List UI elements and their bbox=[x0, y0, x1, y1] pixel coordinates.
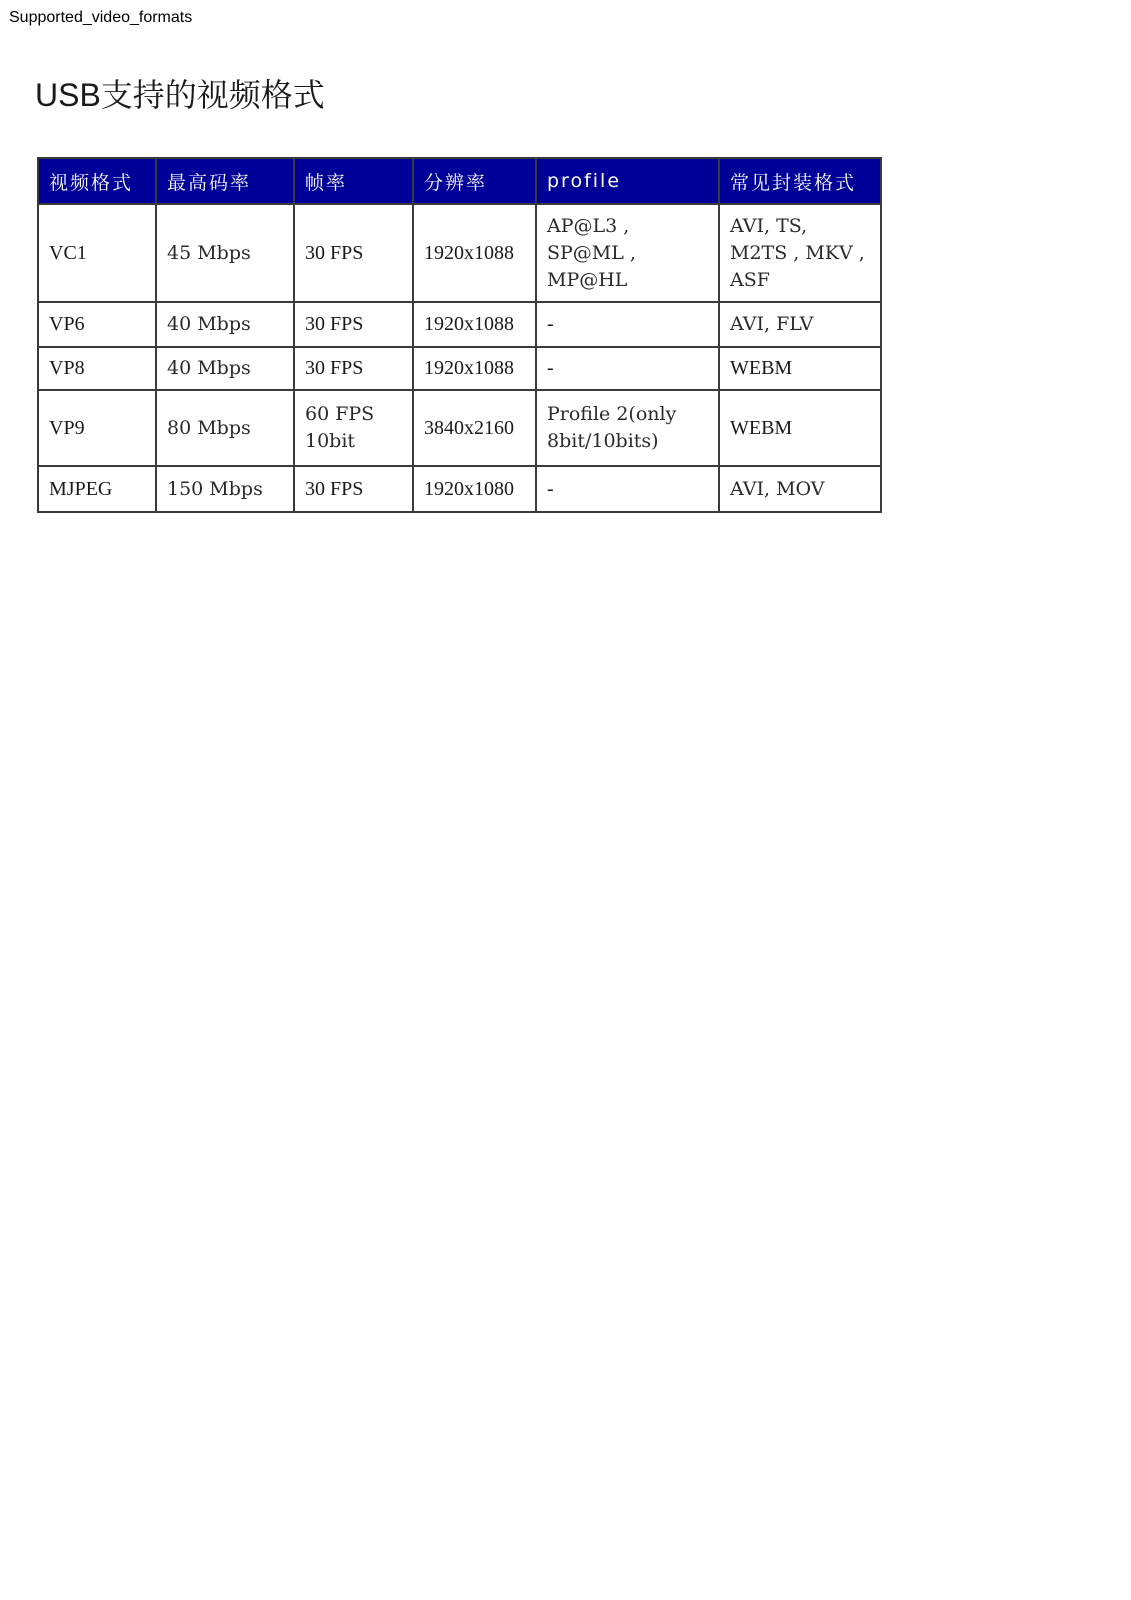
cell-profile: Profile 2(only 8bit/10bits) bbox=[536, 390, 719, 466]
cell-container: WEBM bbox=[719, 347, 881, 390]
table-row bbox=[38, 466, 881, 512]
column-header-frame-rate: 帧率 bbox=[294, 158, 413, 204]
column-header-container: 常见封装格式 bbox=[719, 158, 881, 204]
cell-container: WEBM bbox=[719, 390, 881, 466]
column-header-max-bitrate: 最高码率 bbox=[156, 158, 294, 204]
column-header-resolution: 分辨率 bbox=[413, 158, 536, 204]
cell-frame-rate: 30 FPS bbox=[294, 302, 413, 347]
cell-container: AVI, MOV bbox=[719, 466, 881, 512]
cell-resolution: 1920x1088 bbox=[413, 302, 536, 347]
table-row bbox=[38, 204, 881, 302]
cell-frame-rate: 30 FPS bbox=[294, 466, 413, 512]
cell-max-bitrate: 80 Mbps bbox=[156, 390, 294, 466]
cell-profile: - bbox=[536, 302, 719, 347]
video-formats-table bbox=[37, 157, 882, 513]
cell-resolution: 1920x1080 bbox=[413, 466, 536, 512]
cell-profile: - bbox=[536, 466, 719, 512]
column-header-format: 视频格式 bbox=[38, 158, 156, 204]
document-name: Supported_video_formats bbox=[9, 9, 193, 26]
cell-format: VP6 bbox=[38, 302, 156, 347]
cell-format: VC1 bbox=[38, 204, 156, 302]
cell-frame-rate: 30 FPS bbox=[294, 347, 413, 390]
cell-max-bitrate: 45 Mbps bbox=[156, 204, 294, 302]
table-row bbox=[38, 347, 881, 390]
cell-resolution: 3840x2160 bbox=[413, 390, 536, 466]
column-header-profile: profile bbox=[536, 158, 719, 204]
cell-profile: - bbox=[536, 347, 719, 390]
cell-max-bitrate: 150 Mbps bbox=[156, 466, 294, 512]
cell-resolution: 1920x1088 bbox=[413, 204, 536, 302]
cell-max-bitrate: 40 Mbps bbox=[156, 302, 294, 347]
page-title: USB支持的视频格式 bbox=[35, 77, 325, 113]
cell-container: AVI, TS, M2TS , MKV , ASF bbox=[719, 204, 881, 302]
cell-frame-rate: 60 FPS 10bit bbox=[294, 390, 413, 466]
table-row bbox=[38, 302, 881, 347]
cell-format: VP8 bbox=[38, 347, 156, 390]
cell-resolution: 1920x1088 bbox=[413, 347, 536, 390]
cell-frame-rate: 30 FPS bbox=[294, 204, 413, 302]
table-row bbox=[38, 390, 881, 466]
cell-container: AVI, FLV bbox=[719, 302, 881, 347]
cell-format: VP9 bbox=[38, 390, 156, 466]
cell-max-bitrate: 40 Mbps bbox=[156, 347, 294, 390]
cell-profile: AP@L3 , SP@ML , MP@HL bbox=[536, 204, 719, 302]
table-header-row bbox=[38, 158, 881, 204]
cell-format: MJPEG bbox=[38, 466, 156, 512]
